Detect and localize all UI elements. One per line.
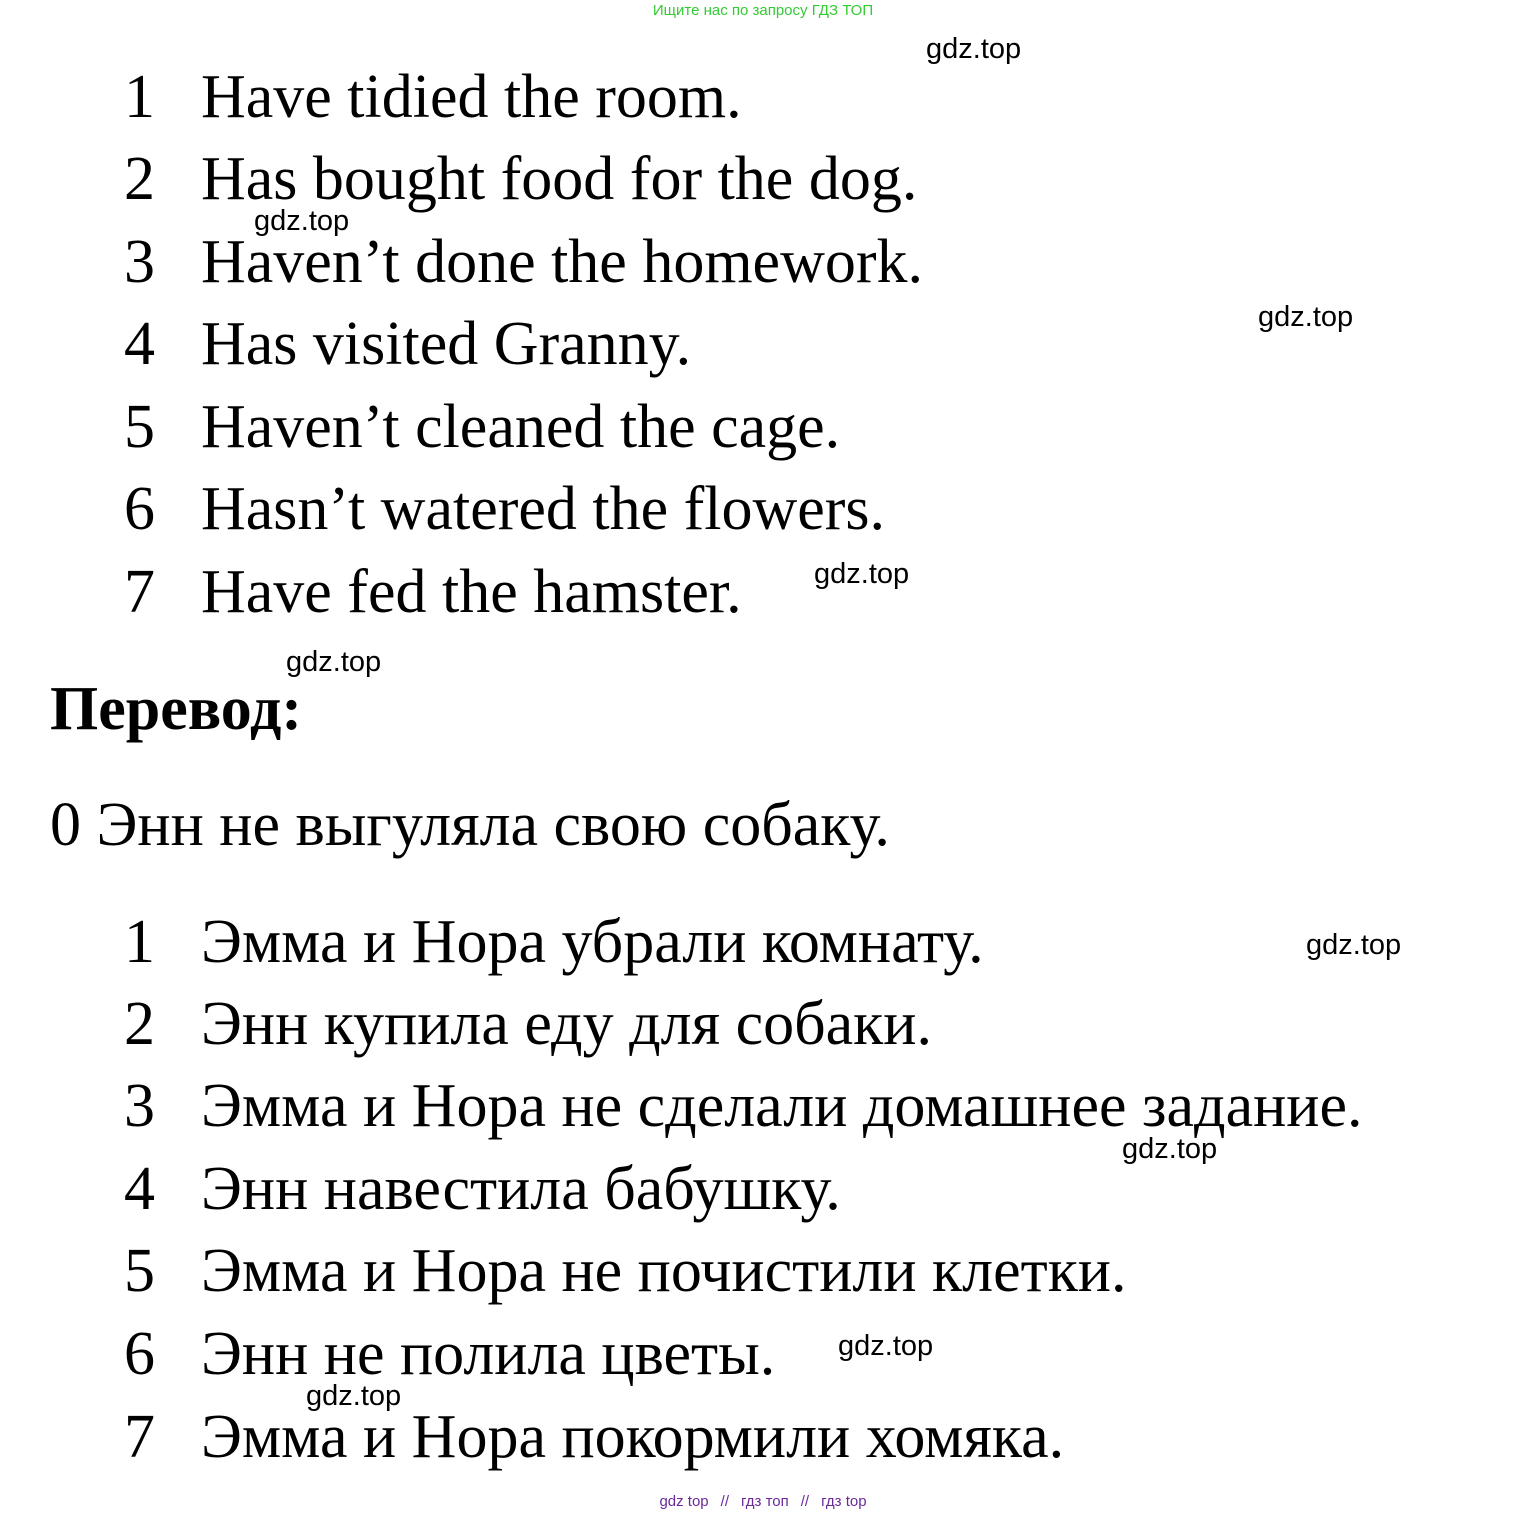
answer-text: Has visited Granny. xyxy=(201,310,692,378)
translation-number: 3 xyxy=(124,1072,155,1140)
translation-text: Энн купила еду для собаки. xyxy=(201,990,932,1058)
footer-text: гдз топ xyxy=(741,1493,789,1510)
answer-text: Have tidied the room. xyxy=(201,63,742,131)
footer-text: gdz top xyxy=(659,1493,709,1510)
answer-text: Has bought food for the dog. xyxy=(201,145,918,213)
translation-text: Эмма и Нора не сделали домашнее задание. xyxy=(201,1072,1363,1140)
translation-number: 7 xyxy=(124,1403,155,1471)
translation-number: 4 xyxy=(124,1155,155,1223)
example-line: 0 Энн не выгуляла свою собаку. xyxy=(50,791,890,859)
answer-text: Hasn’t watered the flowers. xyxy=(201,475,886,543)
translation-number: 2 xyxy=(124,990,155,1058)
watermark: gdz.top xyxy=(1306,929,1402,961)
answer-text: Haven’t cleaned the cage. xyxy=(201,393,841,461)
watermark: gdz.top xyxy=(1122,1133,1218,1165)
answer-number: 7 xyxy=(124,558,155,626)
translation-number: 6 xyxy=(124,1320,155,1388)
translation-number: 5 xyxy=(124,1237,155,1305)
footer xyxy=(0,1493,1526,1510)
watermark: gdz.top xyxy=(306,1380,402,1412)
watermark: gdz.top xyxy=(254,205,350,237)
footer-text: гдз top xyxy=(821,1493,867,1510)
answer-number: 2 xyxy=(124,145,155,213)
answer-number: 4 xyxy=(124,310,155,378)
answer-number: 5 xyxy=(124,393,155,461)
translation-number: 1 xyxy=(124,908,155,976)
footer-separator: // xyxy=(800,1493,810,1510)
translation-text: Энн навестила бабушку. xyxy=(201,1155,841,1223)
watermark: gdz.top xyxy=(286,646,382,678)
translation-text: Эмма и Нора не почистили клетки. xyxy=(201,1237,1127,1305)
watermark: gdz.top xyxy=(926,33,1022,65)
translation-heading: Перевод: xyxy=(50,675,303,743)
watermark: gdz.top xyxy=(838,1330,934,1362)
top-banner: Ищите нас по запросу ГДЗ ТОП xyxy=(652,2,874,19)
answer-number: 6 xyxy=(124,475,155,543)
watermark: gdz.top xyxy=(1258,301,1354,333)
answer-number: 3 xyxy=(124,228,155,296)
watermark: gdz.top xyxy=(814,558,910,590)
translation-text: Эмма и Нора покормили хомяка. xyxy=(201,1403,1065,1471)
footer-separator: // xyxy=(720,1493,729,1510)
answer-text: Have fed the hamster. xyxy=(201,558,742,626)
answer-text: Haven’t done the homework. xyxy=(201,228,923,296)
answer-number: 1 xyxy=(124,63,155,131)
translation-text: Энн не полила цветы. xyxy=(201,1320,776,1388)
translation-text: Эмма и Нора убрали комнату. xyxy=(201,908,984,976)
